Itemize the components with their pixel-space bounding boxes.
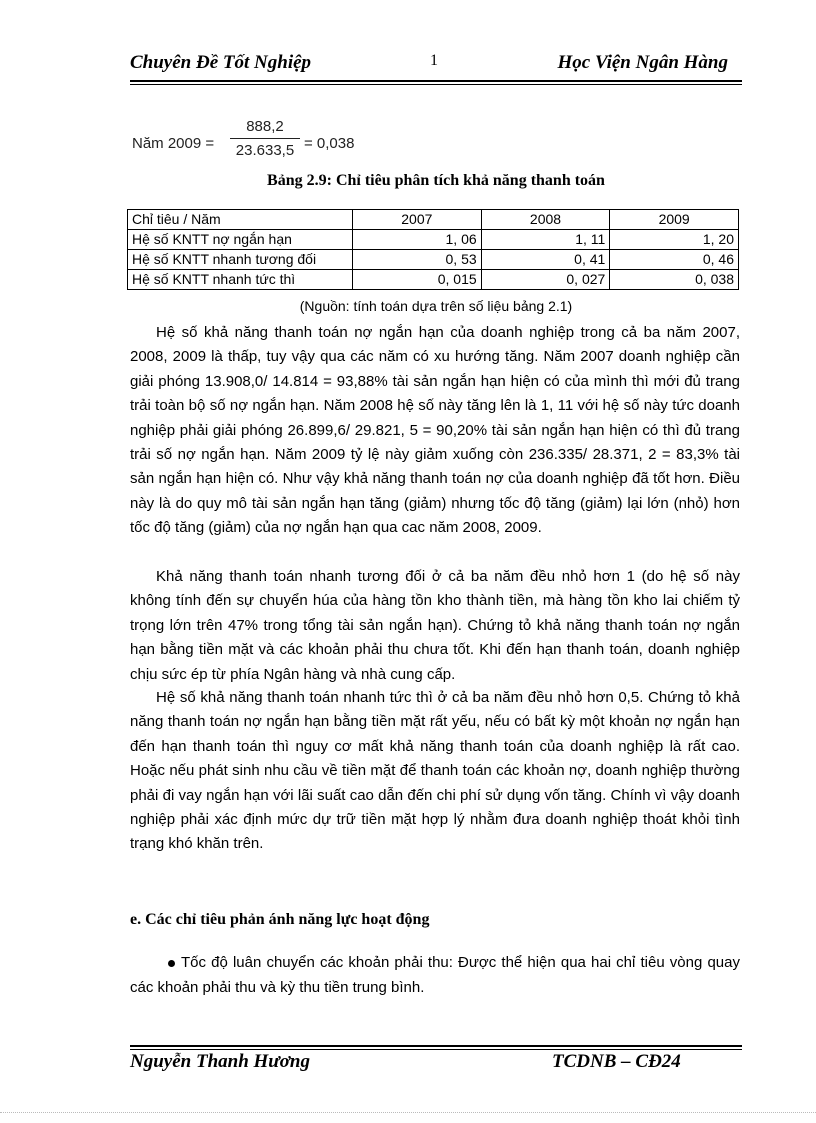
paragraph-current-ratio: Hệ số khả năng thanh toán nợ ngắn hạn của doanh nghiệp trong cả ba năm 2007, 2008, 2009 là thấp, tuy vậy qua các năm có xu hướng tăng. Năm 2007 doanh nghiệp cần giải phóng 13.908,0/ 14.814 = 93,88% tài sản ngắn hạn hiện có của mình thì mới đủ trang trải toàn bộ số nợ ngắn hạn. Năm 2008 hệ số này tăng lên là 1, 11 với hệ số này tức doanh nghiệp phải giải phóng 26.899,6/ 29.821, 5 = 90,20% tài sản ngắn hạn hiện có thì đủ trang trải số nợ ngắn hạn. Năm 2009 tỷ lệ này giảm xuống còn 236.335/ 28.371, 2 = 83,3% tài sản ngắn hạn hiện có. Như vậy khả năng thanh toán nợ của doanh nghiệp đã tốt hơn. Điều này là do quy mô tài sản ngắn hạn tăng (giảm) nhưng tốc độ tăng (giảm) lại lớn (nhỏ) hơn tốc độ tăng (giảm) của nợ ngắn hạn qua cac năm 2008, 2009. [130,324,740,537]
header-title-left: Chuyên Đề Tốt Nghiệp [130,52,312,73]
formula-denominator: 23.633,5 [235,142,295,159]
table-caption [130,172,742,190]
footer-class-code: TCDNB – CĐ24 [552,1051,681,1072]
header-rule [130,80,742,82]
paragraph-quick-ratio: Khả năng thanh toán nhanh tương đối ở cả ba năm đều nhỏ hơn 1 (do hệ số này không tính đến sự chuyển húa của hàng tồn kho thành tiền, mà hàng tồn kho lai chiếm tỷ trọng lớn trên 47% trong tổng tài sản ngắn hạn). Chứng tỏ khả năng thanh toán nợ ngắn hạn bằng tiền mặt và các khoản phải thu chưa tốt. Khi đến hạn thanh toán, doanh nghiệp chịu sức ép từ phía Ngân hàng và nhà cung cấp. [130,568,740,683]
table-cell: 1, 11 [481,230,610,250]
paragraph-cash-ratio: Hệ số khả năng thanh toán nhanh tức thì ở cả ba năm đều nhỏ hơn 0,5. Chứng tỏ khả năng thanh toán nợ ngắn hạn bằng tiền mặt rất yếu, nếu có bất kỳ một khoản nợ ngắn hạn đến hạn thanh toán thì nguy cơ mất khả năng thanh toán của doanh nghiệp là rất cao. Hoặc nếu phát sinh nhu cầu về tiền mặt để thanh toán các khoản nợ, doanh nghiệp thường phải đi vay ngắn hạn với lãi suất cao dẫn đến chi phí sử dụng vốn tăng. Chính vì vậy doanh nghiệp phải xác định mức dự trữ tiền mặt hợp lý nhằm đưa doanh nghiệp thoát khỏi tình trạng khó khăn trên. [130,689,740,853]
table-header-row [128,210,739,230]
source-note: (Nguồn: tính toán dựa trên số liệu bảng 2.1) [299,298,573,314]
page-edge [0,1112,816,1113]
liquidity-ratio-table [127,209,739,290]
table-cell: 1, 20 [610,230,739,250]
header-cell: Chỉ tiêu / Năm [128,210,353,230]
table-cell: 0, 015 [353,270,482,290]
table-cell: 0, 027 [481,270,610,290]
table-row [128,270,739,290]
header-cell: 2007 [353,210,482,230]
formula-result: = 0,038 [304,135,355,152]
header-cell: 2009 [610,210,739,230]
header-title-right: Học Viện Ngân Hàng [557,52,728,73]
table-cell: 0, 038 [610,270,739,290]
formula-numerator: 888,2 [246,118,284,135]
page-number: 1 [430,52,438,69]
table-caption-prefix: Bảng 2.9: [267,172,332,189]
footer-rule [130,1045,742,1047]
table-row [128,250,739,270]
bullet-dot-icon [168,960,175,967]
bullet-item [130,950,740,1000]
table-cell: 0, 46 [610,250,739,270]
row-label: Hệ số KNTT nhanh tức thì [128,270,353,290]
table-cell: 1, 06 [353,230,482,250]
bullet-text: Tốc độ luân chuyển các khoản phải thu: Được thể hiện qua hai chỉ tiêu vòng quay các khoản phải thu và kỳ thu tiền trung bình. [130,954,740,996]
row-label: Hệ số KNTT nợ ngắn hạn [128,230,353,250]
footer-rule-thin [130,1049,742,1050]
formula-fraction [230,118,300,159]
header-cell: 2008 [481,210,610,230]
footer-author: Nguyễn Thanh Hương [130,1051,310,1072]
header-rule-thin [130,84,742,85]
table-cell: 0, 53 [353,250,482,270]
table-caption-title: Chỉ tiêu phân tích khả năng thanh toán [331,172,605,189]
page-header [130,50,742,80]
table-row [128,230,739,250]
row-label: Hệ số KNTT nhanh tương đối [128,250,353,270]
formula-label: Năm 2009 = [132,135,215,152]
section-heading: e. Các chỉ tiêu phản ánh năng lực hoạt động [130,911,430,928]
table-cell: 0, 41 [481,250,610,270]
